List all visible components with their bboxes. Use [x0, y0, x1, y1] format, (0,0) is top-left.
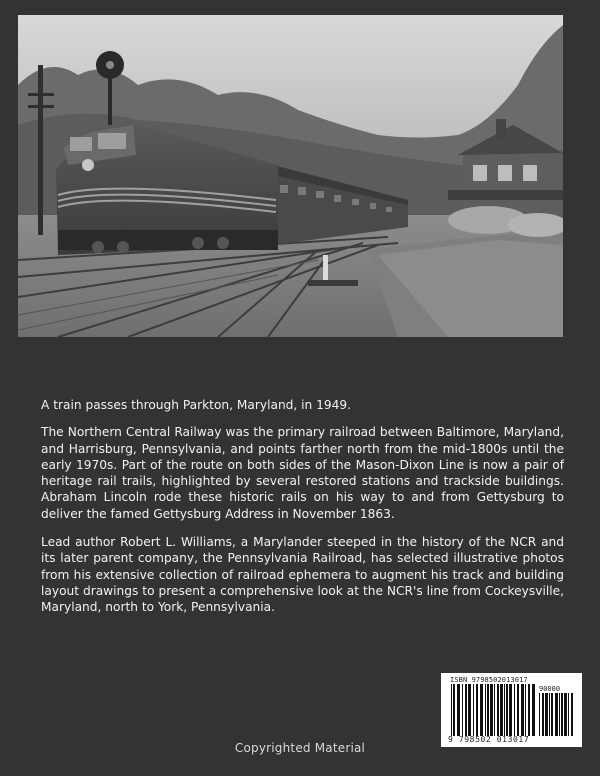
watermark-top: Copyrighted Material — [234, 14, 366, 28]
isbn-label: ISBN 9798502013017 — [450, 676, 528, 684]
barcode-bars-icon — [451, 684, 535, 736]
barcode-addon-bars-icon — [539, 693, 575, 736]
price-code: 90000 — [539, 685, 561, 693]
isbn-barcode — [441, 673, 582, 747]
photo-caption: A train passes through Parkton, Maryland, in 1949. — [41, 398, 352, 412]
isbn-digits: 9 798502 013017 — [448, 735, 530, 744]
description-paragraph-1: The Northern Central Railway was the primary railroad between Baltimore, Maryland, and Harrisburg, Pennsylvania, and points farther north from the mid-1800s until the early 1970s. Part of the route on both sides of the Mason-Dixon Line is now a pair of heritage rail trails, highlighted by several restored stations and trackside buildings. Abraham Lincoln rode these historic rails on his way to and from Gettysburg to deliver the famed Gettysburg Address in November 1863. — [41, 425, 564, 521]
description-paragraph-2: Lead author Robert L. Williams, a Marylander steeped in the history of the NCR and its later parent company, the Pennsylvania Railroad, has selected illustrative photos from his extensive collection of railroad ephemera to augment his track and building layout drawings to present a comprehensive look at the NCR's line from Cockeysville, Maryland, north to York, Pennsylvania. — [41, 535, 564, 615]
back-cover-description — [41, 397, 564, 628]
cover-photo-train — [18, 15, 563, 337]
watermark-bottom: Copyrighted Material — [234, 741, 366, 755]
train-photo-illustration — [18, 15, 563, 337]
